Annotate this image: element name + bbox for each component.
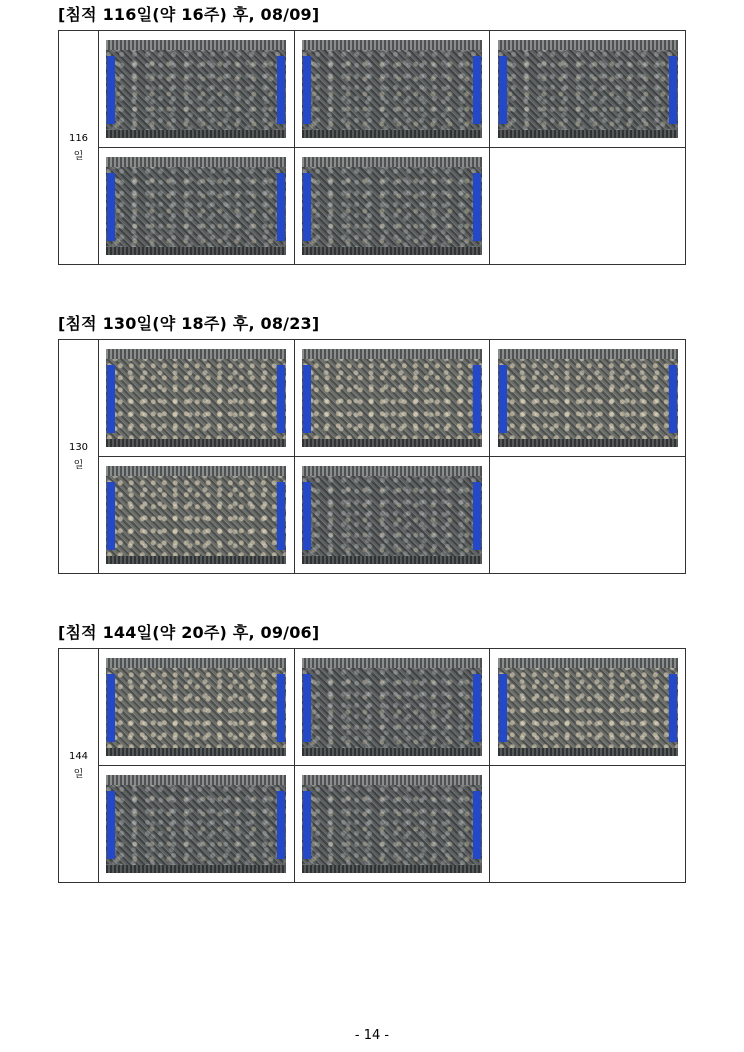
specimen-photo — [302, 40, 482, 138]
specimen-photo — [302, 466, 482, 564]
photo-table-130 — [58, 339, 686, 574]
photo-cell — [294, 457, 490, 574]
specimen-photo — [498, 349, 678, 447]
day-unit: 일 — [73, 150, 84, 162]
specimen-photo — [106, 349, 286, 447]
specimen-photo — [498, 40, 678, 138]
empty-cell — [490, 766, 686, 883]
photo-cell — [294, 649, 490, 766]
specimen-photo — [302, 658, 482, 756]
day-label-cell — [59, 649, 99, 883]
photo-cell — [490, 649, 686, 766]
photo-cell — [490, 340, 686, 457]
photo-cell — [294, 340, 490, 457]
specimen-photo — [302, 157, 482, 255]
photo-cell — [99, 457, 295, 574]
photo-cell — [490, 31, 686, 148]
specimen-photo — [498, 658, 678, 756]
empty-cell — [490, 457, 686, 574]
photo-table-144 — [58, 648, 686, 883]
photo-cell — [99, 649, 295, 766]
photo-cell — [294, 31, 490, 148]
specimen-photo — [106, 466, 286, 564]
section-title-116: [침적 116일(약 16주) 후, 08/09] — [58, 5, 320, 24]
specimen-photo — [106, 775, 286, 873]
day-unit: 일 — [73, 459, 84, 471]
day-number: 130 — [68, 441, 89, 453]
specimen-photo — [302, 775, 482, 873]
section-title-144: [침적 144일(약 20주) 후, 09/06] — [58, 623, 320, 642]
day-label-cell — [59, 31, 99, 265]
specimen-photo — [302, 349, 482, 447]
photo-cell — [294, 766, 490, 883]
specimen-photo — [106, 658, 286, 756]
page-number: - 14 - — [354, 1028, 390, 1043]
photo-cell — [99, 766, 295, 883]
section-title-130: [침적 130일(약 18주) 후, 08/23] — [58, 314, 320, 333]
photo-table-116 — [58, 30, 686, 265]
empty-cell — [490, 148, 686, 265]
photo-cell — [99, 31, 295, 148]
photo-cell — [99, 148, 295, 265]
day-label-cell — [59, 340, 99, 574]
day-number: 116 — [68, 132, 89, 144]
specimen-photo — [106, 40, 286, 138]
photo-cell — [99, 340, 295, 457]
day-number: 144 — [68, 750, 89, 762]
specimen-photo — [106, 157, 286, 255]
day-unit: 일 — [73, 768, 84, 780]
photo-cell — [294, 148, 490, 265]
